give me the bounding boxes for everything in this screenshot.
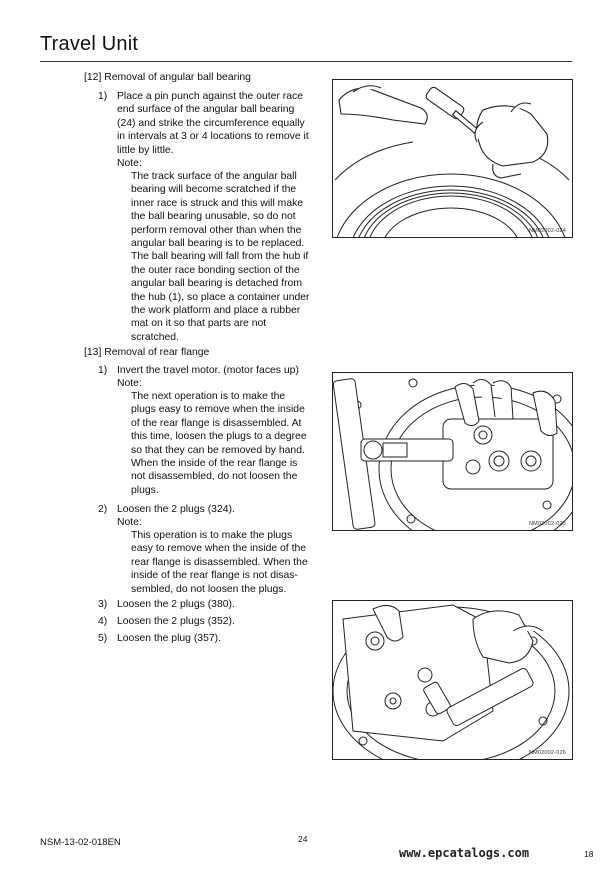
step-number: 5) [98, 633, 108, 644]
step-text: Loosen the 2 plugs (324). [117, 504, 235, 515]
page-title: Travel Unit [40, 33, 139, 55]
step-number: 3) [98, 599, 108, 610]
step-number: 2) [98, 504, 108, 515]
note-text: This operation is to make the plugs easy to remove when the inside of the rear flange is disassembled. When the inside of the rear flange is not disas- sembled, do not loosen the plugs. [131, 530, 308, 595]
bearing-removal-illustration [333, 80, 572, 237]
figure-code: NM02002-024 [528, 228, 566, 234]
note-label: Note: [117, 517, 142, 528]
section-heading-12: [12] Removal of angular ball bearing [84, 72, 251, 83]
step-text: Loosen the plug (357). [117, 633, 221, 644]
figure-rear-flange-plugs [332, 372, 573, 531]
step-text: Invert the travel motor. (motor faces up) [117, 365, 299, 376]
step-number: 4) [98, 616, 108, 627]
website-link[interactable]: www.epcatalogs.com [399, 846, 530, 860]
step-text: Loosen the 2 plugs (352). [117, 616, 235, 627]
step-number: 1) [98, 365, 108, 376]
step-number: 1) [98, 91, 108, 102]
title-divider [40, 61, 572, 62]
corner-page-number: 18 [584, 849, 594, 859]
plug-loosening-illustration [333, 601, 572, 759]
note-text: The track surface of the angular ball bearing will become scratched if the inner race is struck and this will make the ball bearing unusable, so do not perform removal other than when the angular ball bearing is to be replaced. The ball bearing will fall from the hub if the outer race bonding section of the angular ball bearing is detached from the hub (1), so place a container under the work platform and place a rubber mat on it so that parts are not scratched. [131, 171, 310, 343]
figure-plug-loosening [332, 600, 573, 760]
section-heading-13: [13] Removal of rear flange [84, 347, 210, 358]
figure-code: NM02002-026 [528, 750, 566, 756]
step-text: Place a pin punch against the outer race end surface of the angular ball bearing (24) and strike the circumference equally in intervals at 3 or 4 locations to remove it little by little. [117, 91, 309, 156]
rear-flange-plugs-illustration [333, 373, 572, 530]
step-text: Loosen the 2 plugs (380). [117, 599, 235, 610]
figure-bearing-removal [332, 79, 573, 238]
note-text: The next operation is to make the plugs easy to remove when the inside of the rear flange is disassembled. At this time, loosen the plugs to a degree so that they can be removed by hand. When the inside of the rear flange is not disassembled, do not loosen the plugs. [131, 391, 307, 496]
note-label: Note: [117, 378, 142, 389]
document-code: NSM-13-02-018EN [40, 837, 121, 848]
note-label: Note: [117, 158, 142, 169]
page-number: 24 [298, 834, 308, 844]
figure-code: NM02002-025 [528, 521, 566, 527]
